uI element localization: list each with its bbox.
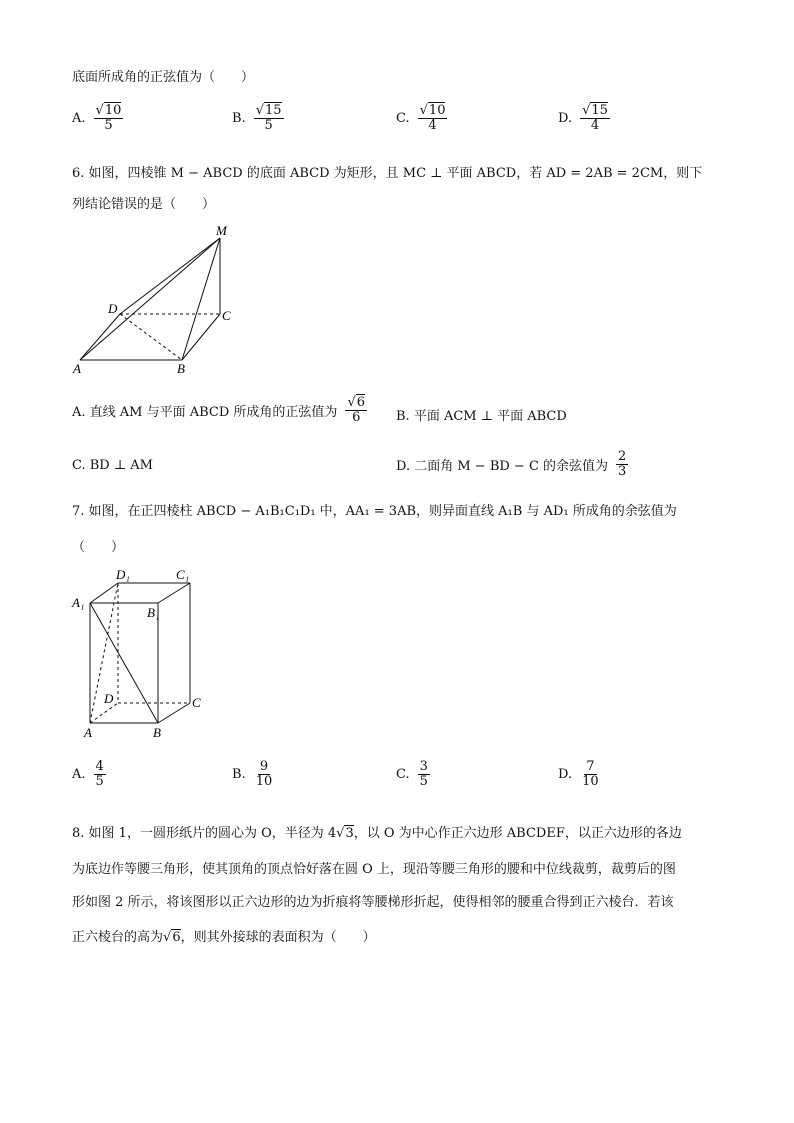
label-C1: C₁	[176, 567, 190, 582]
option-letter: A.	[72, 111, 86, 127]
option-letter: C.	[396, 111, 410, 127]
q6-option-b[interactable]	[396, 405, 567, 424]
fraction: $\frac{√15}{5}$	[255, 103, 282, 134]
fraction: $\frac{√10}{5}$	[95, 103, 122, 134]
fraction: $\frac{4}{5}$	[95, 759, 104, 790]
label-A: A	[84, 725, 92, 740]
option-text: C. BD ⊥ AM	[72, 458, 153, 473]
fraction: $\frac{7}{10}$	[582, 759, 599, 790]
q6-option-d[interactable]	[396, 450, 628, 480]
fraction: $\frac{√15}{4}$	[582, 103, 608, 134]
edge-MD	[120, 238, 220, 314]
fraction: $\frac{9}{10}$	[255, 759, 273, 790]
q7-option-c[interactable]	[396, 760, 430, 790]
q7-stem-line1: 7. 如图，在正四棱柱 ABCD − A₁B₁C₁D₁ 中，AA₁ = 3AB，则异面直线 A₁B 与 AD₁ 所成角的余弦值为	[72, 504, 677, 519]
q6-option-c[interactable]	[72, 458, 153, 473]
label-D: D	[104, 691, 114, 706]
fraction: $\frac{√6}{6}$	[347, 395, 366, 426]
label-C: C	[222, 308, 231, 323]
fraction: $\frac{3}{5}$	[419, 759, 428, 790]
q6-pyramid-figure	[70, 222, 240, 377]
label-D: D	[108, 301, 118, 316]
q7-prism-figure	[70, 565, 215, 745]
option-text: B. 平面 ACM ⊥ 平面 ABCD	[396, 409, 567, 424]
edge-BC	[158, 703, 190, 723]
edge-AD	[80, 314, 120, 360]
option-letter: B.	[232, 767, 246, 783]
q5-option-c[interactable]	[396, 104, 447, 134]
label-A: A	[73, 361, 81, 376]
option-letter: D.	[558, 767, 573, 783]
q7-option-d[interactable]	[558, 760, 601, 790]
label-B: B	[153, 725, 161, 740]
edge-AD-hidden	[90, 703, 118, 723]
label-M: M	[216, 223, 227, 238]
q7-option-a[interactable]	[72, 760, 106, 790]
label-B: B	[177, 361, 185, 376]
q5-option-b[interactable]	[232, 104, 284, 134]
q8-stem-line3: 形如图 2 所示，将该图形以正六边形的边为折痕将等腰梯形折起，使得相邻的腰重合得到正六棱台．若该	[72, 895, 674, 910]
label-B1: B₁	[147, 605, 160, 620]
label-A1: A₁	[72, 595, 85, 610]
q7-option-b[interactable]	[232, 760, 274, 790]
edge-B1C1	[158, 583, 190, 603]
q6-stem-line1: 6. 如图，四棱锥 M − ABCD 的底面 ABCD 为矩形，且 MC ⊥ 平面 ABCD，若 AD = 2AB = 2CM，则下	[72, 166, 703, 181]
q6-stem-line2: 列结论错误的是（ ）	[72, 197, 216, 212]
option-letter: C.	[396, 767, 410, 783]
edge-MB	[182, 238, 220, 360]
label-D1: D₁	[116, 567, 130, 582]
q5-option-a[interactable]	[72, 104, 123, 134]
q5-option-d[interactable]	[558, 104, 610, 134]
fraction: $\frac{√10}{4}$	[419, 103, 446, 134]
fraction: $\frac{2}{3}$	[618, 449, 627, 480]
option-text: A. 直线 AM 与平面 ABCD 所成角的正弦值为	[72, 405, 338, 421]
label-C: C	[192, 695, 201, 710]
edge-D1A1	[90, 583, 118, 603]
option-letter: B.	[232, 111, 246, 127]
q8-stem-line1: 8. 如图 1，一圆形纸片的圆心为 O，半径为 4√3，以 O 为中心作正六边形 ABCDEF，以正六边形的各边	[72, 826, 682, 841]
q7-stem-line2: （ ）	[72, 540, 125, 555]
option-letter: D.	[558, 111, 573, 127]
edge-MA	[80, 238, 220, 360]
q8-stem-line2: 为底边作等腰三角形，使其顶角的顶点恰好落在圆 O 上，现沿等腰三角形的腰和中位线裁剪，裁剪后的图	[72, 862, 676, 877]
edge-BC	[182, 314, 220, 360]
option-text: D. 二面角 M − BD − C 的余弦值为	[396, 459, 609, 475]
edge-DB-hidden	[120, 314, 182, 360]
q5-stem-tail: 底面所成角的正弦值为（ ）	[72, 70, 255, 85]
q8-stem-line4: 正六棱台的高为√6，则其外接球的表面积为（ ）	[72, 930, 376, 945]
segment-A1B	[90, 603, 158, 723]
option-letter: A.	[72, 767, 86, 783]
q6-option-a[interactable]	[72, 396, 367, 426]
